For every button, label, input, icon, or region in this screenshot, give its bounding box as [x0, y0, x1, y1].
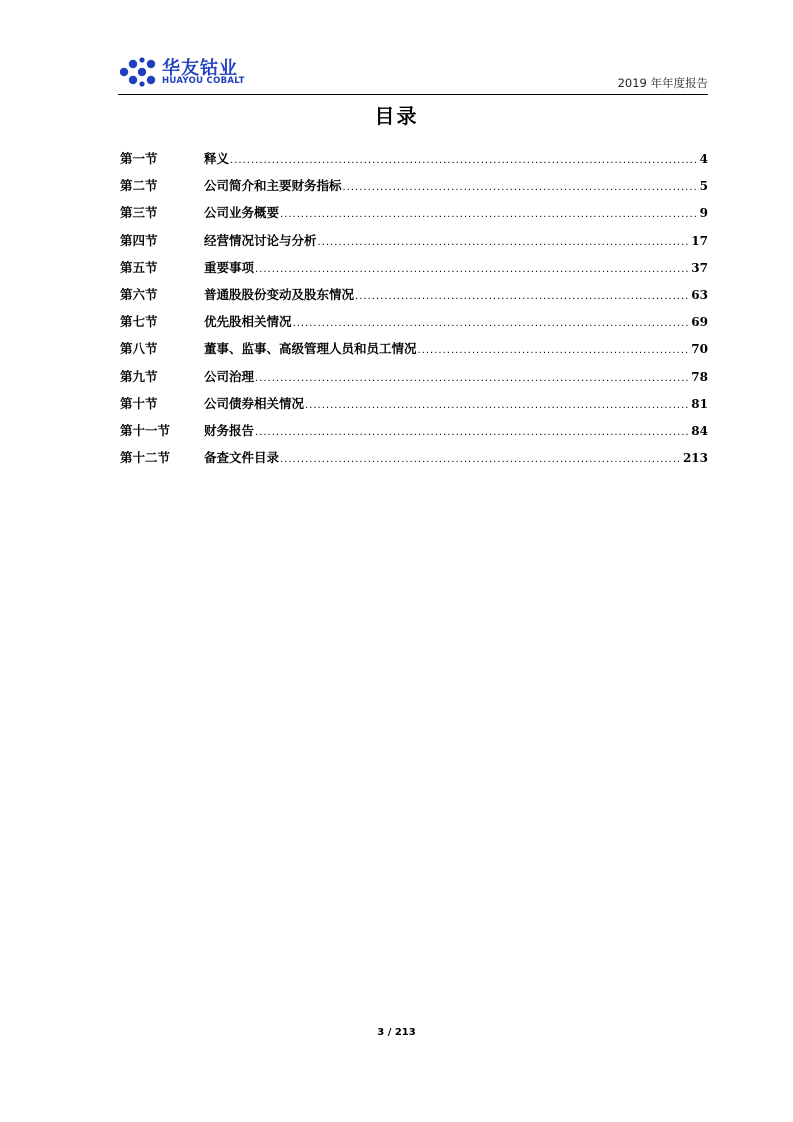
toc-entry[interactable] [120, 448, 708, 475]
toc-section-number: 第十节 [120, 395, 158, 411]
toc-entry[interactable] [120, 203, 708, 230]
toc-entry[interactable] [120, 339, 708, 366]
toc-section-title[interactable]: 财务报告 [204, 422, 255, 438]
toc-section-number: 第四节 [120, 232, 158, 248]
toc-section-title[interactable]: 经营情况讨论与分析 [204, 232, 317, 248]
toc-section-title[interactable]: 重要事项 [204, 259, 255, 275]
toc-dot-leader [230, 155, 699, 166]
toc-dot-leader [318, 237, 691, 248]
toc-section-number: 第十二节 [120, 450, 171, 466]
toc-entry[interactable] [120, 149, 708, 176]
toc-dot-leader [355, 291, 690, 302]
toc-page-number[interactable]: 81 [691, 396, 708, 411]
toc-dot-leader [255, 427, 690, 438]
toc-dot-leader [280, 454, 682, 465]
toc-page-number[interactable]: 37 [691, 260, 708, 275]
toc-page-number[interactable]: 69 [691, 315, 708, 330]
toc-section-title[interactable]: 董事、监事、高级管理人员和员工情况 [204, 341, 417, 357]
toc-dot-leader [305, 400, 690, 411]
toc-entry[interactable] [120, 394, 708, 421]
page-number: 3 / 213 [377, 1027, 416, 1038]
table-of-contents [120, 149, 708, 475]
page-title: 目录 [374, 104, 419, 128]
toc-section-number: 第九节 [120, 368, 158, 384]
brand-name-english: HUAYOU COBALT [162, 76, 245, 86]
toc-section-title[interactable]: 公司简介和主要财务指标 [204, 178, 342, 194]
toc-entry[interactable] [120, 421, 708, 448]
toc-page-number[interactable]: 84 [691, 423, 708, 438]
toc-page-number[interactable]: 5 [699, 179, 708, 194]
toc-section-number: 第五节 [120, 259, 158, 275]
toc-page-number[interactable]: 17 [691, 233, 708, 248]
toc-entry[interactable] [120, 312, 708, 339]
toc-entry[interactable] [120, 258, 708, 285]
toc-dot-leader [255, 373, 690, 384]
toc-entry[interactable] [120, 367, 708, 394]
toc-section-title[interactable]: 公司治理 [204, 368, 255, 384]
toc-section-number: 第一节 [120, 151, 158, 166]
toc-page-number[interactable]: 213 [682, 451, 708, 466]
toc-entry[interactable] [120, 285, 708, 312]
toc-dot-leader [293, 318, 691, 329]
toc-section-title[interactable]: 公司业务概要 [204, 205, 280, 221]
toc-section-number: 第七节 [120, 314, 158, 330]
toc-dot-leader [280, 209, 699, 220]
toc-section-title[interactable]: 普通股股份变动及股东情况 [204, 286, 355, 302]
report-label: 2019 年年度报告 [617, 76, 708, 90]
page-header [118, 52, 708, 95]
brand-name-chinese: 华友钴业 [162, 58, 238, 79]
toc-section-number: 第二节 [120, 178, 158, 194]
huayou-molecule-logo-icon [118, 56, 158, 88]
toc-section-number: 第十一节 [120, 422, 171, 438]
toc-section-title[interactable]: 优先股相关情况 [204, 314, 292, 330]
toc-section-title[interactable]: 公司债券相关情况 [204, 395, 305, 411]
toc-dot-leader [255, 264, 690, 275]
company-logo [118, 54, 278, 90]
toc-section-number: 第三节 [120, 205, 158, 221]
toc-section-number: 第八节 [120, 341, 158, 357]
toc-page-number[interactable]: 63 [691, 287, 708, 302]
toc-page-number[interactable]: 78 [691, 369, 708, 384]
toc-page-number[interactable]: 70 [691, 342, 708, 357]
toc-page-number[interactable]: 4 [699, 152, 708, 166]
toc-section-title[interactable]: 备查文件目录 [204, 450, 280, 466]
toc-dot-leader [343, 182, 699, 193]
toc-section-number: 第六节 [120, 286, 158, 302]
toc-section-title[interactable]: 释义 [204, 151, 230, 166]
toc-entry[interactable] [120, 231, 708, 258]
toc-dot-leader [418, 345, 691, 356]
toc-page-number[interactable]: 9 [699, 206, 708, 221]
toc-entry[interactable] [120, 176, 708, 203]
